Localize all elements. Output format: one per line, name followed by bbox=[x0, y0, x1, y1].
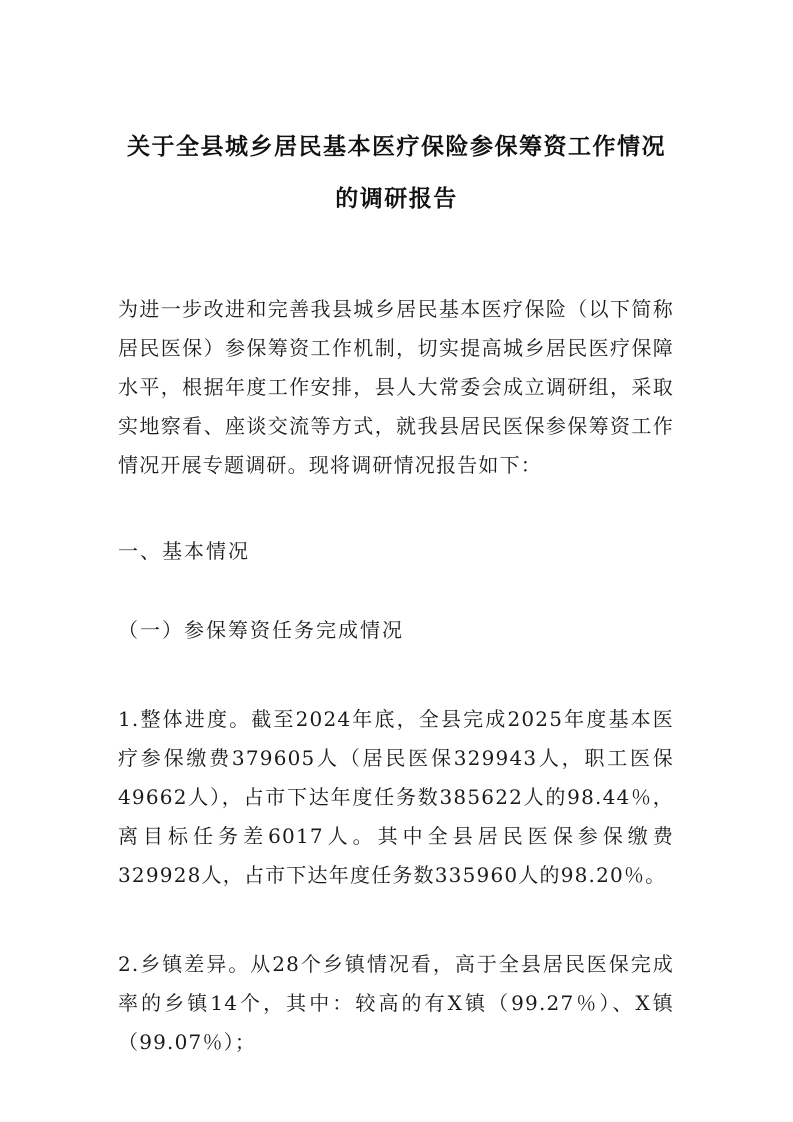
subsection-heading-task-completion: （一）参保筹资任务完成情况 bbox=[118, 618, 404, 642]
paragraph-township-differences: 2.乡镇差异。从28个乡镇情况看，高于全县居民医保完成率的乡镇14个，其中：较高的有X镇（99.27％）、X镇（99.07％）； bbox=[118, 952, 675, 1054]
intro-paragraph: 为进一步改进和完善我县城乡居民基本医疗保险（以下简称居民医保）参保筹资工作机制，切实提高城乡居民医疗保障水平，根据年度工作安排，县人大常委会成立调研组，采取实地察看、座谈交流等方式，就我县居民医保参保筹资工作情况开展专题调研。现将调研情况报告如下： bbox=[118, 297, 674, 477]
document-title-line-2: 的调研报告 bbox=[335, 186, 458, 212]
document-title-line-1: 关于全县城乡居民基本医疗保险参保筹资工作情况 bbox=[127, 134, 666, 160]
paragraph-overall-progress: 1.整体进度。截至2024年底，全县完成2025年度基本医疗参保缴费379605人（居民医保329943人，职工医保49662人），占市下达年度任务数385622人的98.44％，离目标任务差6017人。其中全县居民医保参保缴费329928人，占市下达年度任务数335960人的98.20％。 bbox=[118, 707, 674, 887]
section-heading-basic-situation: 一、基本情况 bbox=[118, 539, 250, 563]
